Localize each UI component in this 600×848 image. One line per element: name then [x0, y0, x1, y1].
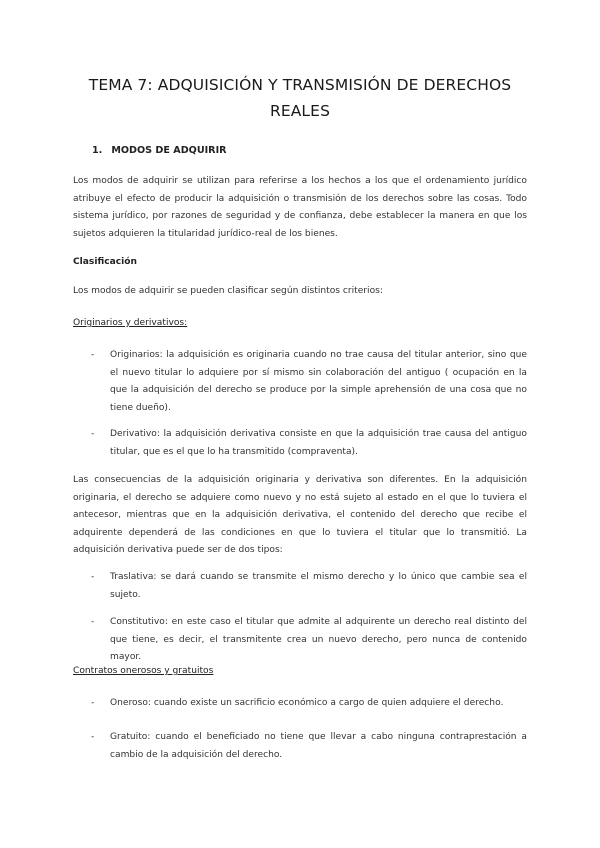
list-dash: - — [91, 732, 95, 742]
list-item-text: Oneroso: cuando existe un sacrificio económico a cargo de quien adquiere el derecho. — [110, 698, 504, 708]
list-dash: - — [91, 698, 95, 708]
list-item-text: Originarios: la adquisición es originaria cuando no trae causa del titular anterior, sino que el nuevo titular lo adquiere por sí mismo sin colaboración del antiguo ( ocupación en la que la adquisición del derecho se produce por la simple aprehensión de una cosa que no tiene dueño). — [110, 350, 527, 413]
list-dash: - — [91, 572, 95, 582]
intro-paragraph: Los modos de adquirir se utilizan para referirse a los hechos a los que el ordenamiento jurídico atribuye el efecto de producir la adquisición o transmisión de los derechos sobre las cosas. Todo sistema jurídico, por razones de seguridad y de confianza, debe establecer la manera en que los sujetos adquieren la titularidad jurídico-real de los bienes. — [73, 176, 527, 239]
title-line-1: TEMA 7: ADQUISICIÓN Y TRANSMISIÓN DE DERECHOS — [88, 76, 512, 94]
list-dash: - — [91, 429, 95, 439]
section-label: MODOS DE ADQUIRIR — [111, 145, 227, 156]
list-item-text: Traslativa: se dará cuando se transmite el mismo derecho y lo único que cambie sea el sujeto. — [110, 572, 527, 600]
list-dash: - — [91, 350, 95, 360]
list-item — [91, 347, 527, 417]
list-item-text: Gratuito: cuando el beneficiado no tiene que llevar a cabo ninguna contraprestación a cambio de la adquisición del derecho. — [110, 732, 527, 760]
list-dash: - — [91, 617, 95, 627]
section-number: 1. — [92, 145, 103, 156]
page-title — [60, 72, 540, 124]
list-item — [91, 569, 527, 604]
list-item — [91, 695, 527, 713]
originarios-heading: Originarios y derivativos: — [73, 318, 188, 328]
consecuencias-paragraph: Las consecuencias de la adquisición originaria y derivativa son diferentes. En la adquisición originaria, el derecho se adquiere como nuevo y no está sujeto al estado en el que lo tuviera el antecesor, mientras que en la adquisición derivativa, el contenido del derecho que recibe el adquirente dependerá de las condiciones en que lo tuviera el titular que lo transmitió. La adquisición derivativa puede ser de dos tipos: — [73, 475, 527, 556]
list-item — [91, 426, 527, 461]
contratos-heading: Contratos onerosos y gratuitos — [73, 666, 214, 676]
clasificacion-heading: Clasificación — [73, 257, 137, 267]
section-heading — [92, 145, 227, 156]
list-item-text: Constitutivo: en este caso el titular que admite al adquirente un derecho real distinto del que tiene, es decir, el transmitente crea un nuevo derecho, pero nunca de contenido mayor. — [110, 617, 527, 663]
list-item — [91, 729, 527, 764]
list-item-text: Derivativo: la adquisición derivativa consiste en que la adquisición trae causa del antiguo titular, que es el que lo ha transmitido (compraventa). — [110, 429, 527, 457]
list-item — [91, 614, 527, 667]
clasificacion-paragraph: Los modos de adquirir se pueden clasificar según distintos criterios: — [73, 286, 383, 296]
title-line-2: REALES — [269, 102, 331, 120]
